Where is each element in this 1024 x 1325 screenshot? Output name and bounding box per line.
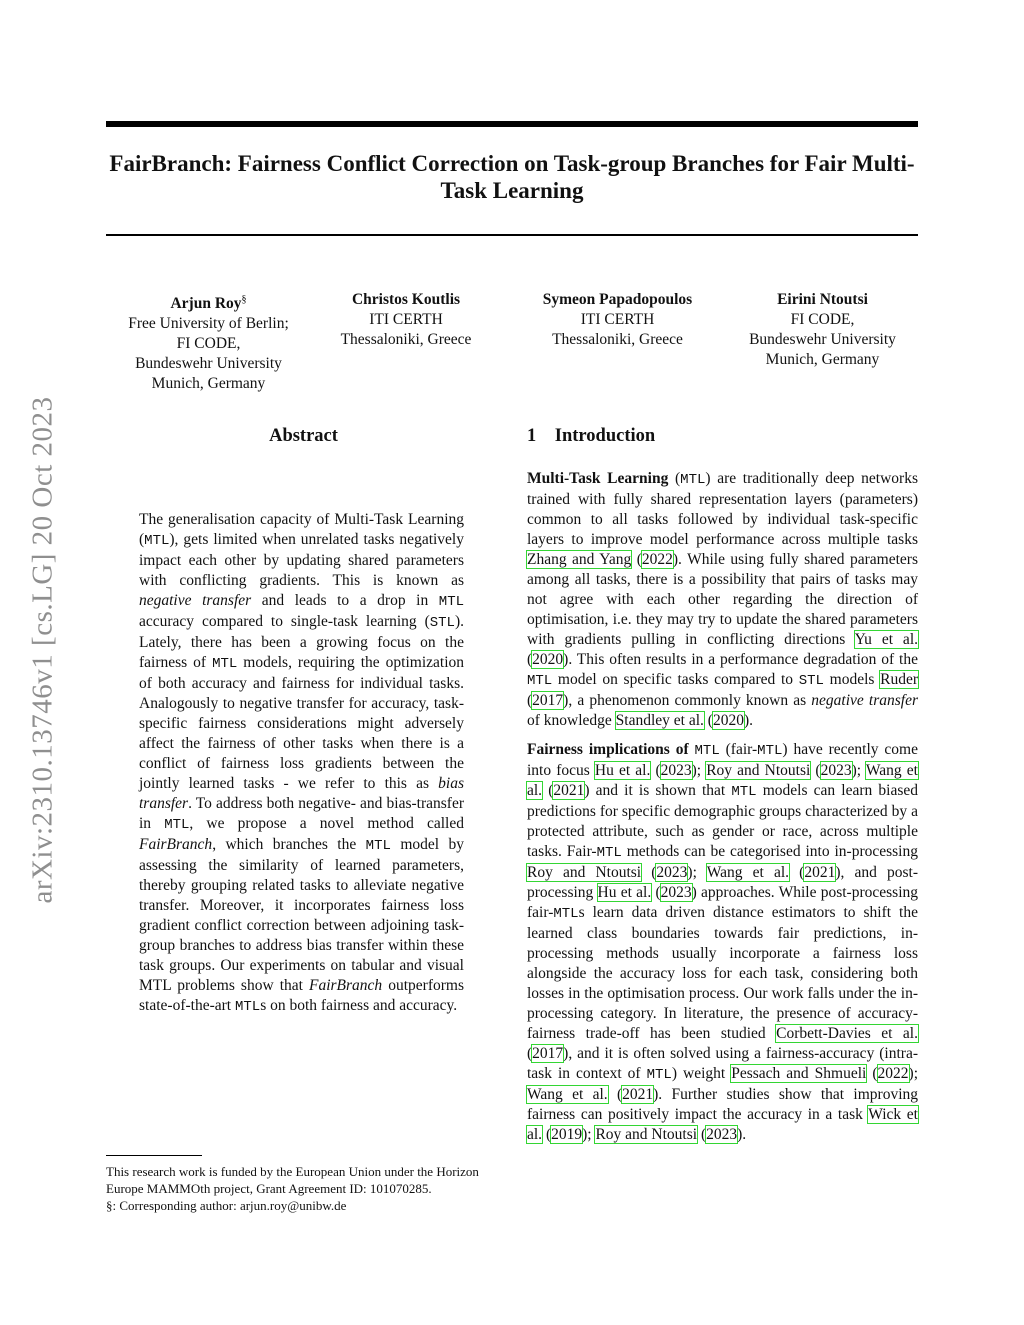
text-run: (	[703, 712, 713, 729]
abstract-body	[139, 510, 464, 1017]
text-run: ), and it is often solved using a fairness-accuracy (intra-task in context of	[527, 1045, 918, 1082]
abstract-heading: Abstract	[269, 426, 338, 446]
text-run: methods can be categorised into in-processing	[621, 843, 918, 860]
author-block-3	[510, 290, 725, 350]
text-run: (	[527, 651, 533, 668]
text-run: ). This often results in a performance degradation of the	[563, 651, 918, 668]
text-run: model on specific tasks compared to	[552, 671, 799, 688]
citation-link[interactable]: 2017	[532, 1045, 564, 1062]
text-run: s learn data driven distance estimators to shift the learned class boundaries towards fair predictions, in-processing methods usually incorporate a fairness loss alongside the accuracy loss for each task, considering both losses in the optimisation process. Our work falls under the in-processing category. In literature, the presence of accuracy-fairness trade-off has been studied	[527, 904, 918, 1042]
affiliation-line: ITI CERTH	[369, 311, 443, 328]
text-run: , which branches the	[212, 836, 366, 853]
intro-paragraph	[527, 740, 918, 1145]
footnotes	[106, 1163, 501, 1214]
text-run: , we propose a novel method called	[189, 815, 464, 832]
text-run: FairBranch	[139, 836, 213, 853]
text-run: ).	[743, 712, 754, 729]
text-run: ) weight	[671, 1065, 732, 1082]
author-mark: §	[241, 294, 247, 305]
text-run: models can learn biased predictions for specific demographic groups characterized by a protected attribute, such as gender or race, across multiple tasks. Fair-	[527, 782, 918, 860]
affiliation-line: Thessaloniki, Greece	[552, 331, 683, 348]
text-run: bias transfer	[139, 775, 464, 812]
citation-link[interactable]: Zhang and Yang	[527, 551, 632, 568]
text-run: (	[650, 762, 661, 779]
author-block-1	[106, 290, 311, 394]
affiliation-line: Munich, Germany	[151, 375, 266, 393]
text-run: MTL	[365, 838, 391, 854]
text-run: MTL	[144, 533, 170, 549]
author-name: Christos Koutlis	[351, 291, 461, 308]
arxiv-id: arXiv:2310.13746v1 [cs.LG] 20 Oct 2023	[26, 396, 59, 904]
citation-link[interactable]: 2020	[712, 712, 744, 729]
affiliation-line: Bundeswehr University	[135, 355, 282, 373]
text-run: MTL	[757, 743, 783, 759]
introduction-body	[527, 469, 918, 1145]
citation-link[interactable]: Yu et al.	[854, 631, 918, 648]
author-name: Arjun Roy	[170, 295, 242, 313]
text-run: MTL	[694, 743, 720, 759]
citation-link[interactable]: Hu et al.	[594, 762, 651, 779]
text-run: models, requiring the optimization of both accuracy and fairness for individual tasks. Analogously to negative transfer for accuracy, task-specific fairness considerations might adversely affect the fairness of other tasks when there is a conflict of fairness loss gradients between the jointly learned tasks - we refer to this as	[139, 654, 464, 792]
text-run: );	[687, 864, 707, 881]
citation-link[interactable]: 2023	[656, 864, 688, 881]
citation-link[interactable]: Pessach and Shmueli	[731, 1065, 867, 1082]
text-run: (	[542, 782, 554, 799]
citation-link[interactable]: 2020	[532, 651, 564, 668]
citation-link[interactable]: Wang et al.	[706, 864, 790, 881]
author-name: Eirini Ntoutsi	[777, 291, 868, 308]
text-run: (	[668, 470, 681, 487]
citation-link[interactable]: Wang et al.	[527, 1086, 608, 1103]
citation-link[interactable]: Corbett-Davies et al.	[776, 1025, 918, 1042]
text-run: MTL	[596, 845, 622, 861]
text-run: MTL	[212, 656, 238, 672]
citation-link[interactable]: Wick et al.	[527, 1106, 918, 1143]
citation-link[interactable]: 2023	[706, 1126, 738, 1143]
affiliation-line: Thessaloniki, Greece	[340, 331, 472, 348]
affiliation-line: FI CODE,	[176, 335, 241, 353]
text-run: negative transfer	[811, 692, 918, 709]
text-run: MTL	[234, 999, 261, 1015]
citation-link[interactable]: 2019	[551, 1126, 583, 1143]
text-run: ) are traditionally deep networks trained with fully shared representation layers (parameters) common to all tasks followed by individual task-specific layers to improve model performance across multiple tasks	[527, 470, 918, 548]
text-run: (	[810, 762, 821, 779]
citation-link[interactable]: 2021	[622, 1086, 654, 1103]
text-run: (	[697, 1126, 707, 1143]
text-run: ) and it is shown that	[584, 782, 732, 799]
text-run: (	[527, 1045, 533, 1062]
text-run: );	[582, 1126, 596, 1143]
citation-link[interactable]: 2022	[641, 551, 673, 568]
citation-link[interactable]: Standley et al.	[615, 712, 704, 729]
introduction-heading: 1 Introduction	[527, 426, 656, 446]
affiliation-line: Free University of Berlin;	[128, 315, 289, 333]
text-run: MTL	[438, 594, 465, 610]
corresponding-author-footnote: §: Corresponding author: arjun.roy@unibw.de	[106, 1198, 347, 1213]
citation-link[interactable]: Wang et al.	[527, 762, 918, 799]
citation-link[interactable]: Ruder	[880, 671, 918, 688]
affiliation-line: Bundeswehr University	[749, 331, 896, 348]
text-run: models	[823, 671, 881, 688]
citation-link[interactable]: Roy and Ntoutsi	[527, 864, 642, 881]
text-run: ). Further studies show that improving fairness can positively impact the accuracy in a task	[527, 1086, 918, 1123]
funding-footnote: This research work is funded by the European Union under the Horizon Europe MAMMOth project, Grant Agreement ID: 101070285.	[106, 1164, 479, 1196]
text-run: FairBranch	[309, 977, 383, 994]
text-run: (	[542, 1126, 552, 1143]
author-block-2	[316, 290, 496, 350]
text-run: MTL	[164, 817, 190, 833]
affiliation-line: Munich, Germany	[765, 351, 880, 368]
text-run: (	[527, 692, 533, 709]
text-run: );	[908, 1065, 919, 1082]
text-run: );	[851, 762, 866, 779]
text-run: ) have recently come into focus	[527, 741, 918, 779]
citation-link[interactable]: 2021	[553, 782, 585, 799]
text-run: s on both fairness and accuracy.	[260, 997, 458, 1014]
text-run: MTL	[527, 673, 553, 689]
affiliation-line: ITI CERTH	[580, 311, 655, 328]
text-run: outperforms state-of-the-art	[139, 977, 464, 1014]
intro-paragraph	[527, 469, 918, 731]
text-run: The generalisation capacity of Multi-Task Learning (	[139, 511, 464, 548]
citation-link[interactable]: 2022	[877, 1065, 909, 1082]
text-run: Fairness implications of	[527, 741, 695, 758]
text-run: accuracy compared to single-task learning (	[139, 613, 430, 630]
text-run: negative transfer	[139, 592, 252, 609]
citation-link[interactable]: Roy and Ntoutsi	[706, 762, 811, 779]
citation-link[interactable]: 2023	[820, 762, 852, 779]
paper-title: FairBranch: Fairness Conflict Correction on Task-group Branches for Fair Multi-Task Learning	[109, 151, 915, 203]
text-run: MTL	[553, 906, 579, 922]
text-run: STL	[798, 673, 824, 689]
text-run: ), gets limited when unrelated tasks negatively impact each other by updating shared parameters with conflicting gradients. This is known as	[139, 531, 464, 589]
affiliation-line: FI CODE,	[790, 311, 855, 328]
author-block-4	[727, 290, 918, 370]
citation-link[interactable]: 2023	[660, 884, 692, 901]
text-run: ). Lately, there has been a growing focus on the fairness of	[139, 613, 464, 671]
text-run: MTL	[731, 784, 757, 800]
text-run: (	[789, 864, 805, 881]
text-run: MTL	[680, 472, 706, 488]
title-bottom-rule	[106, 234, 918, 236]
text-run: STL	[429, 615, 455, 631]
text-run: ), a phenomenon commonly known as	[563, 692, 812, 709]
text-run: model by assessing the similarity of learned parameters, thereby grouping related tasks to alleviate negative transfer. Moreover, it incorporates fairness loss gradient conflict correction between adjoining task-group branches to address bias transfer within these task groups. Our experiments on tabular and visual MTL problems show that	[139, 836, 464, 994]
text-run: . To address both negative- and bias-transfer in	[139, 795, 464, 832]
citation-link[interactable]: Roy and Ntoutsi	[595, 1126, 698, 1143]
text-run: (	[607, 1086, 623, 1103]
text-run: (	[651, 884, 661, 901]
text-run: (	[866, 1065, 878, 1082]
text-run: ) approaches. While post-processing fair-	[527, 884, 918, 921]
text-run: ). While using fully shared parameters among all tasks, there is a possibility that pairs of tasks may not agree with each other regarding the direction of optimisation, i.e. they may try to update the shared parameters with gradients pulling in conflicting directions	[527, 551, 918, 648]
text-run: of knowledge	[527, 712, 616, 729]
title-top-rule	[106, 121, 918, 127]
text-run: (	[641, 864, 657, 881]
text-run: MTL	[646, 1067, 672, 1083]
citation-link[interactable]: 2017	[532, 692, 564, 709]
text-run: ), and post-processing	[527, 864, 918, 901]
text-run: (	[631, 551, 642, 568]
text-run: );	[691, 762, 707, 779]
text-run: and leads to a drop in	[251, 592, 439, 609]
citation-link[interactable]: 2023	[660, 762, 692, 779]
text-run: ).	[737, 1126, 747, 1143]
text-run: Multi-Task Learning	[527, 470, 669, 487]
citation-link[interactable]: 2021	[804, 864, 836, 881]
citation-link[interactable]: Hu et al.	[597, 884, 652, 901]
footnote-rule	[106, 1155, 202, 1156]
text-run: (fair-	[719, 741, 758, 758]
author-name: Symeon Papadopoulos	[542, 291, 693, 308]
